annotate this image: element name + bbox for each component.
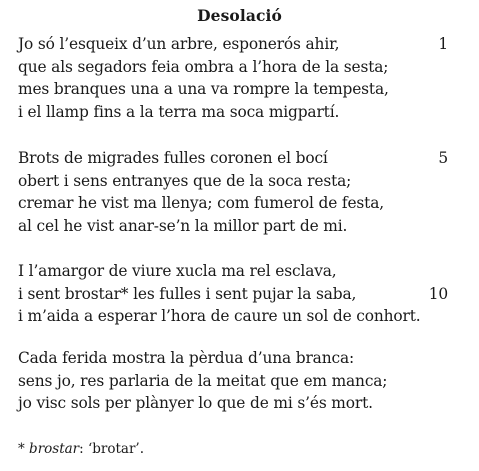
verse-text: i m’aida a esperar l’hora de caure un sol de conhort. <box>18 307 421 326</box>
stanza <box>18 347 448 415</box>
footnote <box>18 440 144 458</box>
footnote-gloss: ‘brotar’. <box>87 441 145 457</box>
verse-text: I l’amargor de viure xucla ma rel esclava, <box>18 262 337 280</box>
verse-text: Brots de migrades fulles coronen el bocí <box>18 149 328 167</box>
verse-line <box>18 392 448 415</box>
verse-text: cremar he vist ma llenya; com fumerol de festa, <box>18 194 384 213</box>
verse-line <box>18 283 448 306</box>
verse-line <box>18 192 448 215</box>
verse-text: Cada ferida mostra la pèrdua d’una branca: <box>18 349 354 367</box>
verse-line <box>18 370 448 393</box>
footnote-marker: * <box>18 441 25 457</box>
verse-text: Jo só l’esqueix d’un arbre, esponerós ahir, <box>18 35 340 53</box>
footnote-separator: : <box>79 441 84 457</box>
verse-line <box>18 56 448 79</box>
verse-text: jo visc sols per plànyer lo que de mi s’és mort. <box>18 394 373 413</box>
verse-line <box>18 260 448 283</box>
verse-line <box>18 347 448 370</box>
verse-text: obert i sens entranyes que de la soca resta; <box>18 171 352 190</box>
verse-line <box>18 101 448 124</box>
poem-title: Desolació <box>197 6 282 25</box>
stanza <box>18 260 448 328</box>
verse-line <box>18 147 448 170</box>
line-number: 5 <box>438 149 448 167</box>
verse-text: mes branques una a una va rompre la tempesta, <box>18 80 389 99</box>
verse-text: sens jo, res parlaria de la meitat que em manca; <box>18 371 388 390</box>
verse-text: i sent brostar* les fulles i sent pujar la saba, <box>18 284 357 303</box>
verse-line <box>18 215 448 238</box>
verse-line <box>18 78 448 101</box>
footnote-term: brostar <box>29 441 80 457</box>
verse-text: i el llamp fins a la terra ma soca migpartí. <box>18 103 340 122</box>
line-number: 1 <box>438 35 448 53</box>
verse-text: al cel he vist anar-se’n la millor part de mi. <box>18 217 348 236</box>
stanza <box>18 147 448 238</box>
verse-line <box>18 305 448 328</box>
verse-text: que als segadors feia ombra a l’hora de la sesta; <box>18 57 389 76</box>
line-number: 10 <box>428 284 448 303</box>
stanza <box>18 33 448 124</box>
verse-line <box>18 170 448 193</box>
verse-line <box>18 33 448 56</box>
